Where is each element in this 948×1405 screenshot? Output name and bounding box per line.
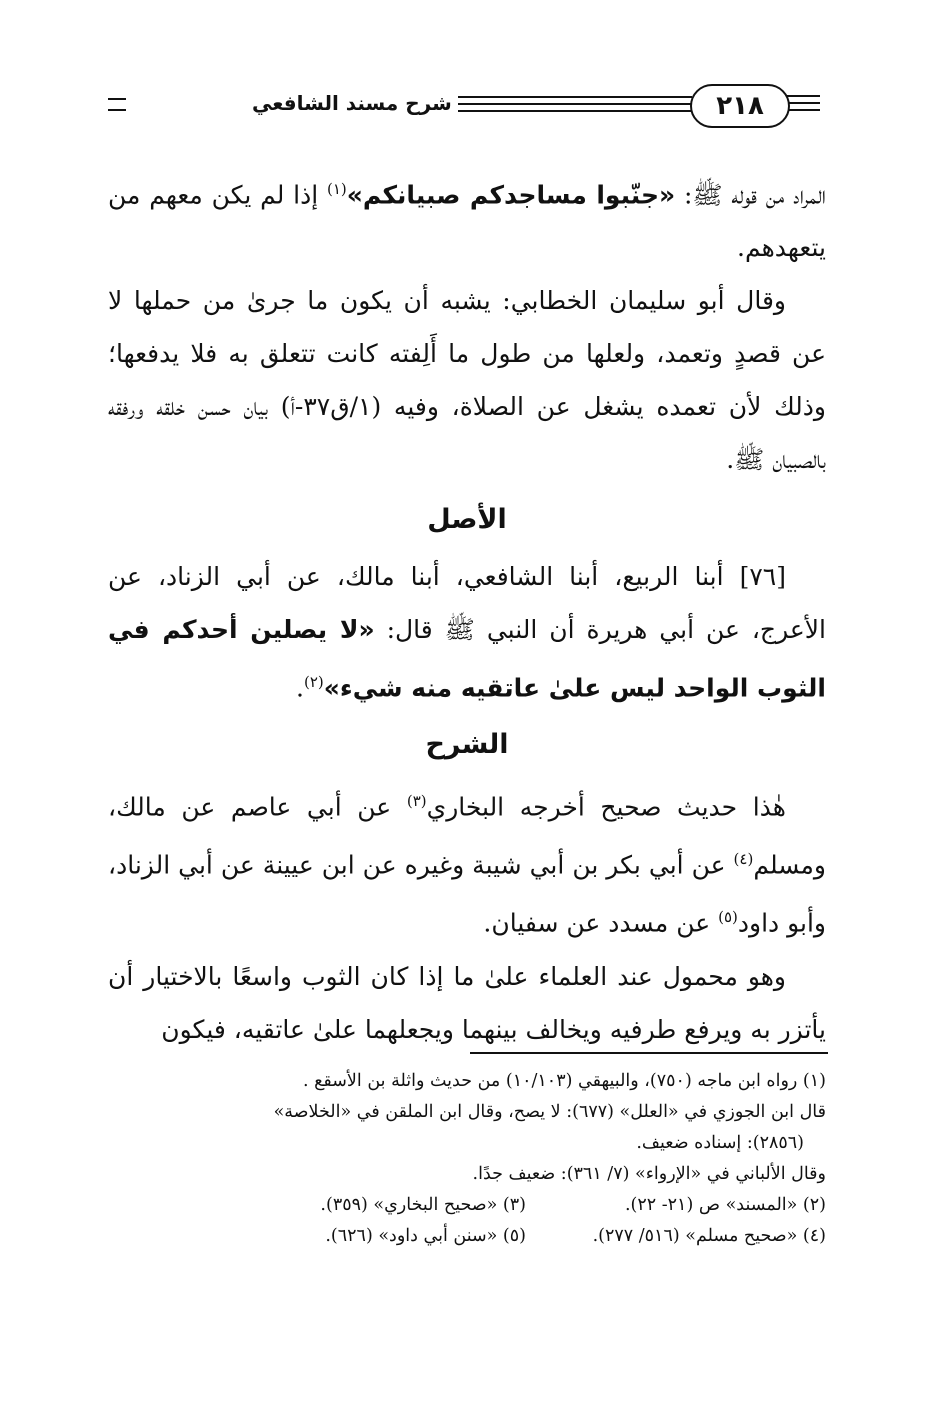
footnote-4: (٤) «صحيح مسلم» (٥١٦/ ٢٧٧).	[592, 1226, 826, 1246]
header-rule-middle-bottom	[458, 110, 692, 112]
header-title: شرح مسند الشافعي	[246, 91, 458, 115]
footnote-row-4-5	[118, 1221, 826, 1252]
footnote-ref-2: (٢)	[304, 673, 324, 692]
footnote-1-cont-3: وقال الألباني في «الإرواء» (٧/ ٣٦١): ضعيف جدًا.	[472, 1164, 826, 1184]
header-rule-right-lower	[786, 102, 820, 104]
footnote-ref-5: (٥)	[718, 908, 738, 927]
paragraph-5: وهو محمول عند العلماء علىٰ ما إذا كان الثوب واسعًا بالاختيار أن يأتزر به ويرفع طرفيه ويخالف بينهما ويجعلهما علىٰ عاتقيه، فيكون	[108, 961, 826, 1044]
footnote-3: (٣) «صحيح البخاري» (٣٥٩).	[320, 1195, 526, 1215]
para3-text-b: .	[296, 673, 304, 703]
paragraph-1	[108, 163, 826, 274]
para4-text-a: هٰذا حديث صحيح أخرجه البخاري	[426, 791, 786, 821]
paragraph-2: وقال أبو سليمان الخطابي: يشبه أن يكون ما جرىٰ من حملها لا عن قصدٍ وتعمد، ولعلها من طول ما أَلِفته كانت تتعلق به فلا يدفعها؛ وذلك لأن تعمده يشغل عن الصلاة، وفيه (١/ق٣٧-أ) بيان حسن خلقه ورفقه بالصبيان ﷺ.	[108, 286, 826, 475]
para1-text-b: إذا لم يكن معهم من يتعهدهم.	[108, 180, 826, 263]
section-heading-asl: الأصل	[427, 504, 507, 536]
footnote-5: (٥) «سنن أبي داود» (٦٢٦).	[325, 1226, 526, 1246]
footnotes	[118, 1066, 826, 1252]
para1-text-a: المراد من قوله ﷺ:	[675, 180, 826, 210]
hadith-quote-2: «لا يصلين أحدكم في الثوب الواحد ليس علىٰ عاتقيه منه شيء»	[108, 615, 826, 703]
page-number-badge	[690, 84, 790, 128]
para4-text-d: عن مسدد عن سفيان.	[483, 908, 719, 938]
footnote-1-cont: قال ابن الجوزي في «العلل» (٦٧٧): لا يصح، وقال ابن الملقن في «الخلاصة»	[273, 1102, 826, 1122]
header-rule-right	[786, 95, 820, 97]
para3-text-a: [٧٦] أبنا الربيع، أبنا الشافعي، أبنا مالك، عن أبي الزناد، عن الأعرج، عن أبي هريرة أن النبي ﷺ قال:	[108, 562, 826, 645]
hadith-quote-1: «جنّبوا مساجدكم صبيانكم»	[346, 180, 676, 210]
header-rule-right-bottom	[786, 109, 820, 111]
footnote-2: (٢) «المسند» ص (٢١- ٢٢).	[624, 1195, 826, 1215]
footnote-1: (١) رواه ابن ماجه (٧٥٠)، والبيهقي (١٠/١٠٣) من حديث واثلة بن الأسقع .	[302, 1071, 826, 1091]
header-rule-middle	[458, 96, 692, 98]
paragraph-4	[108, 775, 826, 950]
footnote-ref-4: (٤)	[733, 849, 754, 868]
header-end-mark	[108, 98, 126, 111]
section-heading-sharh: الشرح	[425, 728, 509, 760]
footnote-separator	[470, 1052, 828, 1054]
para4-text-c: عن أبي بكر بن أبي شيبة وغيره عن ابن عيينة عن أبي الزناد، وأبو داود	[108, 850, 826, 938]
footnote-1-cont-2: (٢٨٥٦): إسناده ضعيف.	[636, 1133, 804, 1153]
footnote-ref-3: (٣)	[406, 791, 427, 810]
paragraph-3	[108, 550, 826, 714]
main-text	[108, 163, 826, 1056]
footnote-row-2-3	[118, 1190, 826, 1221]
header-rule-middle-lower	[458, 103, 692, 105]
page-header	[108, 82, 820, 132]
page-number: ٢١٨	[716, 91, 764, 121]
para4-text-b: عن أبي عاصم عن مالك، ومسلم	[108, 791, 826, 880]
footnote-ref-1: (١)	[326, 180, 347, 198]
